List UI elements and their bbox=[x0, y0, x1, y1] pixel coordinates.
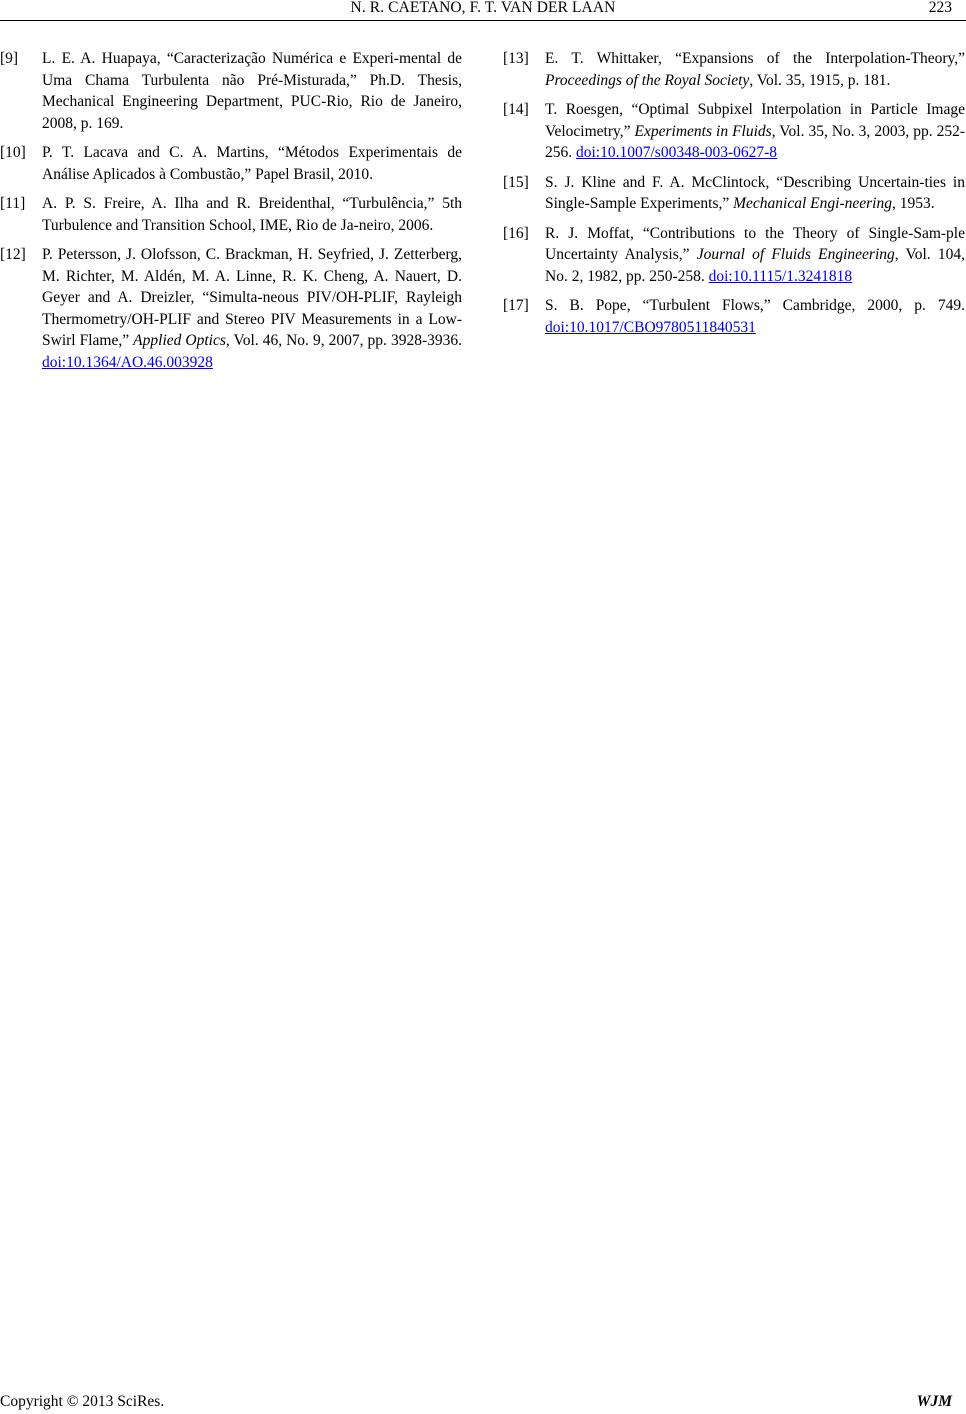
reference-number: [16] bbox=[503, 224, 529, 242]
reference-item bbox=[503, 295, 965, 338]
reference-text bbox=[545, 99, 965, 164]
reference-text bbox=[42, 48, 462, 134]
reference-text bbox=[545, 295, 965, 338]
references-right-column bbox=[503, 48, 965, 346]
reference-text bbox=[545, 48, 965, 91]
reference-segment: E. T. Whittaker, “Expansions of the Interpolation-Theory,” bbox=[545, 50, 965, 67]
journal-title: Applied Optics bbox=[133, 332, 226, 349]
doi-link[interactable]: doi:10.1007/s00348-003-0627-8 bbox=[576, 144, 778, 161]
reference-text bbox=[42, 193, 462, 236]
reference-item bbox=[503, 48, 965, 91]
reference-item bbox=[503, 99, 965, 164]
reference-text bbox=[42, 142, 462, 185]
reference-segment: S. B. Pope, “Turbulent Flows,” Cambridge, 2000, p. 749. bbox=[545, 297, 965, 314]
reference-segment: P. Petersson, J. Olofsson, C. Brackman, H. Seyfried, J. Zetterberg, M. Richter, M. Aldén, M. A. Linne, R. K. Cheng, A. Nauert, D. Geyer and A. Dreizler, “Simulta-neous PIV/OH-PLIF, Rayleigh Thermometry/OH-PLIF and Stereo PIV Measurements in a Low-Swirl Flame,” bbox=[42, 246, 462, 349]
reference-number: [15] bbox=[503, 173, 529, 191]
reference-item bbox=[503, 223, 965, 288]
reference-number: [11] bbox=[0, 195, 26, 212]
page-number: 223 bbox=[928, 0, 952, 16]
doi-link[interactable]: doi:10.1364/AO.46.003928 bbox=[42, 353, 213, 371]
reference-item bbox=[0, 142, 462, 185]
reference-segment: S. J. Kline and F. A. McClintock, “Describing Uncertain-ties in Single-Sample Experiments,” bbox=[545, 173, 965, 212]
reference-text bbox=[42, 244, 462, 373]
journal-title: Proceedings of the Royal Society bbox=[545, 71, 750, 89]
reference-segment: , Vol. 35, 1915, p. 181. bbox=[749, 71, 891, 89]
reference-item bbox=[0, 244, 462, 373]
reference-number: [14] bbox=[503, 101, 529, 118]
reference-segment: P. T. Lacava and C. A. Martins, “Métodos Experimentais de Análise Aplicados à Combustão,” Papel Brasil, 2010. bbox=[42, 144, 462, 183]
reference-segment: R. J. Moffat, “Contributions to the Theory of Single-Sam-ple Uncertainty Analysis,” bbox=[545, 224, 965, 263]
reference-item bbox=[0, 48, 462, 134]
reference-segment: A. P. S. Freire, A. Ilha and R. Breidenthal, “Turbulência,” 5th Turbulence and Transition School, IME, Rio de Ja-neiro, 2006. bbox=[42, 195, 462, 234]
reference-item bbox=[503, 172, 965, 215]
doi-link[interactable]: doi:10.1115/1.3241818 bbox=[708, 267, 853, 285]
journal-title: Mechanical Engi-neering bbox=[733, 195, 892, 212]
reference-segment: , Vol. 35, No. 3, 2003, pp. 252-256. bbox=[545, 122, 966, 161]
reference-segment: T. Roesgen, “Optimal Subpixel Interpolation in Particle Image Velocimetry,” bbox=[545, 101, 965, 140]
doi-link[interactable]: doi:10.1017/CBO9780511840531 bbox=[545, 318, 756, 336]
reference-text bbox=[545, 172, 965, 215]
running-head: N. R. CAETANO, F. T. VAN DER LAAN bbox=[350, 0, 616, 16]
reference-number: [12] bbox=[0, 246, 26, 263]
reference-segment: , Vol. 46, No. 9, 2007, pp. 3928-3936. bbox=[225, 332, 462, 349]
reference-number: [13] bbox=[503, 50, 529, 67]
reference-number: [17] bbox=[503, 297, 529, 314]
reference-segment: , 1953. bbox=[891, 195, 935, 212]
header-rule bbox=[0, 20, 966, 21]
reference-number: [10] bbox=[0, 144, 26, 161]
journal-title: Journal of Fluids Engineering bbox=[696, 246, 895, 263]
reference-segment: , Vol. 104, No. 2, 1982, pp. 250-258. bbox=[545, 246, 965, 285]
reference-segment: L. E. A. Huapaya, “Caracterização Numérica e Experi-mental de Uma Chama Turbulenta não Pré-Misturada,” Ph.D. Thesis, Mechanical Engineering Department, PUC-Rio, Rio de Janeiro, 2008, p. 169. bbox=[42, 50, 462, 132]
references-left-column bbox=[0, 48, 462, 381]
journal-title: Experiments in Fluids bbox=[634, 122, 772, 140]
footer-journal: WJM bbox=[916, 1393, 952, 1410]
reference-item bbox=[0, 193, 462, 236]
reference-text bbox=[545, 223, 965, 288]
reference-number: [9] bbox=[0, 50, 19, 67]
footer-copyright: Copyright © 2013 SciRes. bbox=[0, 1393, 165, 1410]
